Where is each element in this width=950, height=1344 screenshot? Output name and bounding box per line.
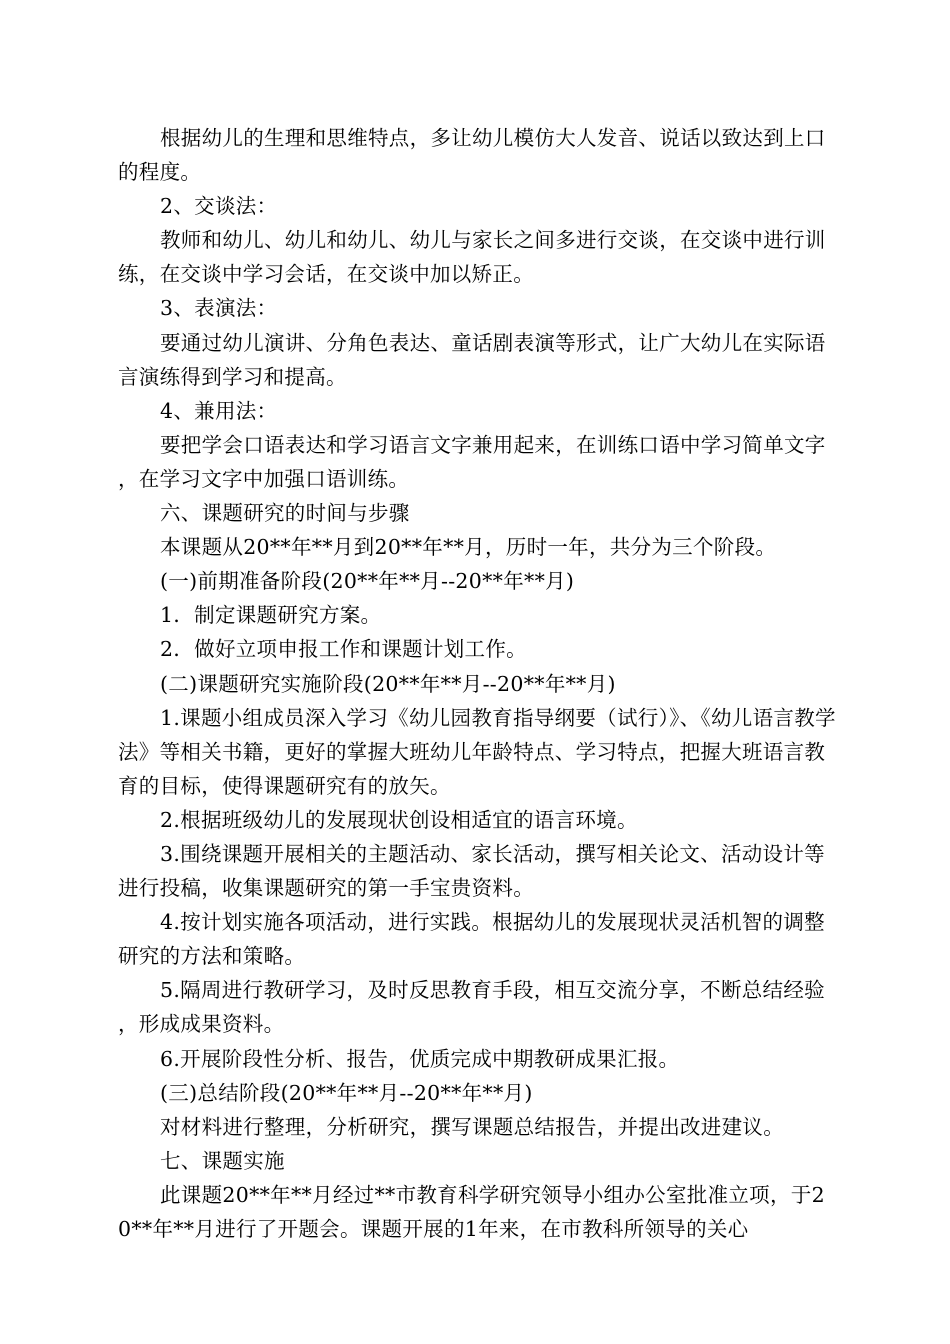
section-heading-schedule: 六、课题研究的时间与步骤 xyxy=(160,501,410,526)
list-item: 2．做好立项申报工作和课题计划工作。 xyxy=(160,637,527,662)
paragraph: 根据幼儿的生理和思维特点，多让幼儿模仿大人发音、说话以致达到上口的程度。 xyxy=(118,126,826,185)
method-heading-performance: 3、表演法： xyxy=(160,296,278,321)
method-heading-combined: 4、兼用法： xyxy=(160,398,278,423)
paragraph: 此课题20**年**月经过**市教育科学研究领导小组办公室批准立项，于20**年**月进行了开题会。课题开展的1年来，在市教科所领导的关心 xyxy=(118,1182,825,1241)
paragraph: 本课题从20**年**月到20**年**月，历时一年，共分为三个阶段。 xyxy=(160,535,777,560)
list-item: 2.根据班级幼儿的发展现状创设相适宜的语言环境。 xyxy=(160,807,638,832)
list-item: 1.课题小组成员深入学习《幼儿园教育指导纲要（试行）》、《幼儿语言教学法》等相关书籍，更好的掌握大班幼儿年龄特点、学习特点，把握大班语言教育的目标，使得课题研究有的放矢。 xyxy=(118,705,836,798)
paragraph: 要把学会口语表达和学习语言文字兼用起来，在训练口语中学习简单文字，在学习文字中加强口语训练。 xyxy=(118,432,826,491)
paragraph: 对材料进行整理，分析研究，撰写课题总结报告，并提出改进建议。 xyxy=(160,1114,784,1139)
stage-heading-preparation: (一)前期准备阶段(20**年**月--20**年**月) xyxy=(160,569,575,594)
list-item: 3.围绕课题开展相关的主题活动、家长活动，撰写相关论文、活动设计等进行投稿，收集课题研究的第一手宝贵资料。 xyxy=(118,841,825,901)
list-item: 6.开展阶段性分析、报告，优质完成中期教研成果汇报。 xyxy=(160,1046,680,1071)
list-item: 4.按计划实施各项活动，进行实践。根据幼儿的发展现状灵活机智的调整研究的方法和策略。 xyxy=(118,910,825,969)
document-page xyxy=(118,121,838,1246)
stage-heading-summary: (三)总结阶段(20**年**月--20**年**月) xyxy=(160,1080,533,1105)
section-heading-implementation: 七、课题实施 xyxy=(160,1148,285,1173)
method-heading-conversation: 2、交谈法： xyxy=(160,194,278,219)
stage-heading-implementation: (二)课题研究实施阶段(20**年**月--20**年**月) xyxy=(160,671,616,696)
list-item: 5.隔周进行教研学习，及时反思教育手段，相互交流分享，不断总结经验，形成成果资料。 xyxy=(118,978,825,1037)
list-item: 1．制定课题研究方案。 xyxy=(160,603,382,628)
paragraph: 要通过幼儿演讲、分角色表达、童话剧表演等形式，让广大幼儿在实际语言演练得到学习和提高。 xyxy=(118,330,826,389)
paragraph: 教师和幼儿、幼儿和幼儿、幼儿与家长之间多进行交谈，在交谈中进行训练，在交谈中学习会话，在交谈中加以矫正。 xyxy=(118,228,826,287)
